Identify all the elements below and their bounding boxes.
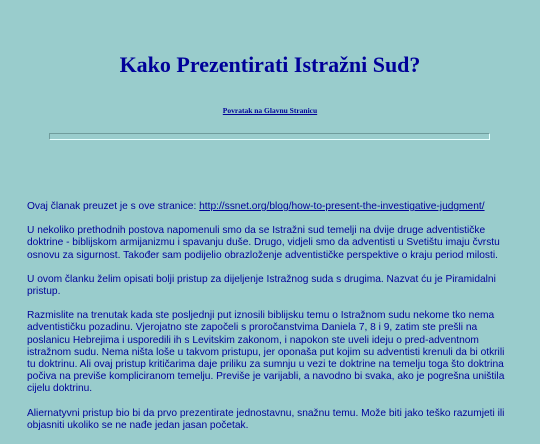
- back-to-home-link[interactable]: Povratak na Glavnu Stranicu: [222, 106, 318, 115]
- paragraph-1: U nekoliko prethodnih postova napomenuli smo da se Istražni sud temelji na dvije druge adventističke doktrine - biblijskom armijanizmu i spavanju duše. Drugo, vidjeli smo da adventisti u Svetištu imaju čvrstu osnovu za sigurnost. Također sam podijelio obrazloženje adventističke perspektive o kraju period milosti.: [27, 225, 500, 261]
- source-paragraph: [27, 201, 505, 213]
- article-content: [27, 201, 505, 444]
- paragraph-3: Razmislite na trenutak kada ste posljednji put iznosili biblijsku temu o Istražnom sudu nekome tko nema adventističku pozadinu. Vjerojatno ste započeli s proročanstvima Daniela 7, 8 i 9, zatim ste prešli na poslanicu Hebrejima i usporedili ih s Levitskim zakonom, i napokon ste uveli ideju o pred-adventnom istražnom sudu. Nema ništa loše u takvom pristupu, jer oponaša put kojim su adventisti krenuli da bi otkrili tu doktrinu. Ali ovaj pristup kritičarima daje priliku za sumnju u vezi te doktrine na temelju toga što doktrina počiva na previše kompliciranom temelju. Previše je varijabli, a navodno bi svaka, ako je pogrešna uništila cijelu doktrinu.: [27, 310, 505, 395]
- back-link-container: [0, 106, 540, 115]
- paragraph-2: U ovom članku želim opisati bolji pristup za dijeljenje Istražnog suda s drugima. Nazvat ću je Piramidalni pristup.: [27, 273, 496, 298]
- horizontal-divider: [49, 133, 490, 140]
- paragraph-4: Aliernatyvni pristup bio bi da prvo prezentirate jednostavnu, snažnu temu. Može biti jako teško razumjeti ili objasniti ukoliko se ne nađe jedan jasan početak.: [27, 407, 505, 431]
- page-title: Kako Prezentirati Istražni Sud?: [119, 52, 421, 77]
- source-link[interactable]: http://ssnet.org/blog/how-to-present-the-investigative-judgment/: [199, 201, 485, 212]
- source-prefix: Ovaj članak preuzet je s ove stranice:: [27, 201, 200, 212]
